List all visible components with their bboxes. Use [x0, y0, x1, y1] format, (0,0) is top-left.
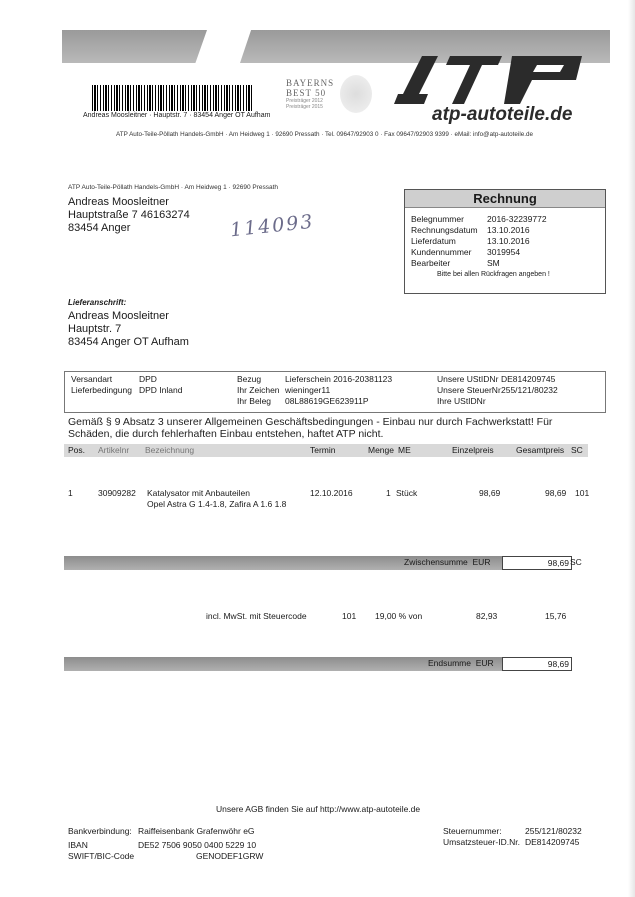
recipient-name: Andreas Moosleitner [68, 196, 169, 208]
recipient-address [68, 196, 190, 235]
invoice-info-box [404, 189, 606, 294]
invoice-row: Bearbeiter SM [411, 258, 500, 268]
delivery-name: Andreas Moosleitner [68, 310, 169, 322]
invoice-note: Bitte bei allen Rückfragen angeben ! [437, 271, 550, 278]
subtotal-sc: SC [570, 557, 582, 567]
bank-info: Bankverbindung: Raiffeisenbank Grafenwöhr eG IBAN DE52 7506 9050 0400 5229 10 SWIFT/BIC-Code GENODEF1GRW [68, 826, 264, 861]
invoice-row: Rechnungsdatum 13.10.2016 [411, 225, 530, 235]
lion-emblem-icon [340, 75, 372, 113]
delivery-address [68, 310, 189, 349]
atp-logo [392, 50, 597, 110]
company-line: ATP Auto-Teile-Pöllath Handels-GmbH · Am Heidweg 1 · 92690 Pressath · Tel. 09647/92903 0 · Fax 09647/92903 9399 · eMail: info@atp-autoteile.de [116, 131, 533, 138]
invoice-row: Kundennummer 3019954 [411, 247, 521, 257]
barcode-caption: Andreas Moosleitner · Hauptstr. 7 · 83454 Anger OT Aufham [83, 112, 271, 119]
invoice-title: Rechnung [405, 190, 605, 208]
total-value-box [502, 657, 572, 671]
delivery-city: 83454 Anger OT Aufham [68, 336, 189, 348]
website-text: atp-autoteile.de [432, 104, 573, 125]
total-value: 98,69 [547, 659, 569, 669]
return-address: ATP Auto-Teile-Pöllath Handels-GmbH · Am Heidweg 1 · 92690 Pressath [68, 184, 279, 191]
invoice-page: Andreas Moosleitner · Hauptstr. 7 · 83454 Anger OT Aufham BAYERNS BEST 50 Preisträger 2012 Preisträger 2015 atp-autoteile.de ATP Auto-Teile-Pöllath Handels-GmbH · Am Heidweg 1 · 92690 Pressath · Tel. 09647/92903 0 · Fax 09647/92903 9399 · eMail: info@atp-autoteile.de ATP Auto-Teile-Pöllath Handels-GmbH · Am Heidweg 1 · 92690 Pressath Andreas Moosleitner Hauptstraße 7 46163274 83454 Anger 114093 Rechnung Belegnummer 2016-32239772 Rechnungsdatum 13.10.2016 Lieferdatum 13.10.2016 Kundennummer 3019954 Bearbeiter SM Bitte bei allen Rückfragen angeben ! Lieferanschrift: Andreas Moosleitner Hauptstr. 7 83454 Anger OT Aufham Versandart DPD Lieferbedingung DPD Inland Bezug Lieferschein 2016-20381123 Ihr Zeichen wieninger11 Ihr Beleg 08L88619GE623911P Unsere UStIDNr DE814209745 Unsere SteuerNr255/121/80232 Ihre UStIDNr Gemäß § 9 Absatz 3 unserer Allgemeinen Geschäftsbedingungen - Einbau nur durch Fachwerkstatt! Für Schäden, die durch fehlerhaften Einbau entstehen, haftet ATP nicht. Pos. Artikelnr Bezeichnung Termin Menge ME Einzelpreis Gesamtpreis SC 1 30909282 Katalysator mit Anbauteilen Opel Astra G 1.4-1.8, Zafira A 1.6 1.8 12.10.2016 1 Stück 98,69 98,69 101 Zwischensumme EUR 98,69 SC incl. MwSt. mit Steuercode 101 19,00 % von 82,93 15,76 Endsumme EUR 98,69 Unsere AGB finden Sie auf http://www.atp-autoteile.de Bankverbindung: Raiffeisenbank Grafenwöhr eG IBAN DE52 7506 9050 0400 5229 10 SWIFT/BIC-Code GENODEF1GRW Steuernummer: 255/121/80232 Umsatzsteuer-ID.Nr. DE814209745 [0, 0, 635, 897]
atp-logo-graphic [392, 50, 597, 110]
award-line2: Preisträger 2015 [286, 104, 323, 110]
table-header: Pos. Artikelnr Bezeichnung Termin Menge ME Einzelpreis Gesamtpreis SC [64, 444, 588, 457]
award-title: BAYERNS BEST 50 [286, 78, 335, 98]
page-edge [628, 0, 635, 897]
invoice-row: Lieferdatum 13.10.2016 [411, 236, 530, 246]
header-grey-band-left [62, 30, 207, 63]
subtotal-label: Zwischensumme EUR [404, 557, 491, 567]
tax-ids: Steuernummer: 255/121/80232 Umsatzsteuer-ID.Nr. DE814209745 [443, 826, 582, 847]
subtotal-value-box [502, 556, 572, 570]
terms-text: Gemäß § 9 Absatz 3 unserer Allgemeinen Geschäftsbedingungen - Einbau nur durch Fachwerkstatt! Für Schäden, die durch fehlerhaften Einbau entstehen, haftet ATP nicht. [68, 416, 553, 440]
delivery-street: Hauptstr. 7 [68, 323, 122, 335]
award-line1: Preisträger 2012 [286, 98, 323, 104]
table-row: 1 30909282 Katalysator mit Anbauteilen Opel Astra G 1.4-1.8, Zafira A 1.6 1.8 12.10.2016 1 Stück 98,69 98,69 101 [68, 488, 590, 509]
invoice-row: Belegnummer 2016-32239772 [411, 214, 547, 224]
shipping-box: Versandart DPD Lieferbedingung DPD Inland Bezug Lieferschein 2016-20381123 Ihr Zeichen wieninger11 Ihr Beleg 08L88619GE623911P Unsere UStIDNr DE814209745 Unsere SteuerNr255/121/80232 Ihre UStIDNr [64, 371, 606, 413]
subtotal-value: 98,69 [547, 558, 569, 568]
recipient-street: Hauptstraße 7 46163274 [68, 209, 190, 221]
total-label: Endsumme EUR [428, 658, 494, 668]
recipient-city: 83454 Anger [68, 222, 131, 234]
agb-note: Unsere AGB finden Sie auf http://www.atp-autoteile.de [216, 804, 421, 814]
handwritten-note: 114093 [229, 210, 316, 242]
delivery-heading: Lieferanschrift: [68, 298, 127, 307]
barcode [92, 85, 254, 111]
